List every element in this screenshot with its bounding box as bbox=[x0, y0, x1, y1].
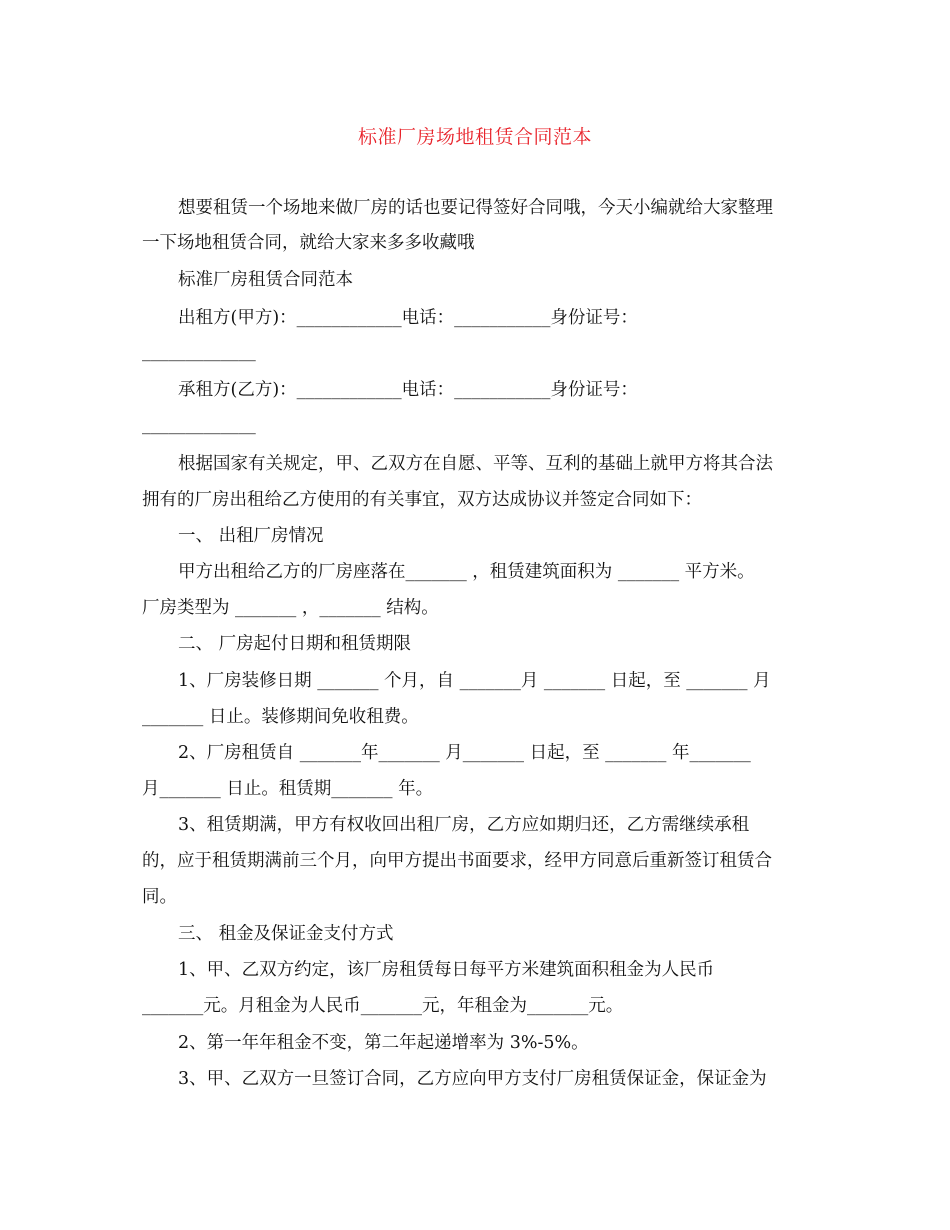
section-2-heading: 二、 厂房起付日期和租赁期限 bbox=[178, 634, 412, 654]
clause-3-2: 2、第一年年租金不变，第二年起递增率为 3%-5%。 bbox=[178, 1033, 589, 1053]
clause-2-3-line-1: 3、租赁期满，甲方有权收回出租厂房，乙方应如期归还，乙方需继续承租 bbox=[178, 815, 750, 835]
intro-line-1: 想要租赁一个场地来做厂房的话也要记得签好合同哦，今天小编就给大家整理 bbox=[178, 198, 773, 218]
clause-2-3-line-2: 的，应于租赁期满前三个月，向甲方提出书面要求，经甲方同意后重新签订租赁合 bbox=[142, 851, 772, 871]
lessor-id-blank: _____________ bbox=[142, 342, 256, 362]
section-3-heading: 三、 租金及保证金支付方式 bbox=[178, 924, 394, 944]
section-1-heading: 一、 出租厂房情况 bbox=[178, 526, 324, 546]
clause-2-1-line-2: _______ 日止。装修期间免收租费。 bbox=[142, 707, 419, 727]
clause-2-2-line-2: 月_______ 日止。租赁期_______ 年。 bbox=[142, 779, 434, 799]
clause-3-1-line-1: 1、甲、乙双方约定，该厂房租赁每日每平方米建筑面积租金为人民币 bbox=[178, 960, 715, 980]
clause-2-1-line-1: 1、厂房装修日期 _______ 个月，自 _______月 _______ 日起，至 _______ 月 bbox=[178, 671, 771, 691]
preamble-line-1: 根据国家有关规定，甲、乙双方在自愿、平等、互利的基础上就甲方将其合法 bbox=[178, 454, 773, 474]
section-1-line-2: 厂房类型为 _______ ，_______ 结构。 bbox=[142, 598, 439, 618]
lessor-line: 出租方(甲方)：____________电话：___________身份证号： bbox=[178, 308, 638, 328]
contract-subtitle: 标准厂房租赁合同范本 bbox=[178, 270, 353, 290]
clause-2-3-line-3: 同。 bbox=[142, 887, 177, 907]
intro-line-2: 一下场地租赁合同，就给大家来多多收藏哦 bbox=[142, 233, 475, 253]
preamble-line-2: 拥有的厂房出租给乙方使用的有关事宜，双方达成协议并签定合同如下： bbox=[142, 490, 702, 510]
document-title: 标准厂房场地租赁合同范本 bbox=[357, 126, 592, 148]
clause-2-2-line-1: 2、厂房租赁自 _______年_______ 月_______ 日起，至 _______ 年_______ bbox=[178, 743, 751, 763]
lessee-line: 承租方(乙方)：____________电话：___________身份证号： bbox=[178, 380, 638, 400]
clause-3-3-line-1: 3、甲、乙双方一旦签订合同，乙方应向甲方支付厂房租赁保证金，保证金为 bbox=[178, 1069, 767, 1089]
lessee-id-blank: _____________ bbox=[142, 415, 256, 435]
clause-3-1-line-2: _______元。月租金为人民币_______元，年租金为_______元。 bbox=[142, 996, 624, 1016]
section-1-line-1: 甲方出租给乙方的厂房座落在_______ ，租赁建筑面积为 _______ 平方米。 bbox=[178, 562, 755, 582]
